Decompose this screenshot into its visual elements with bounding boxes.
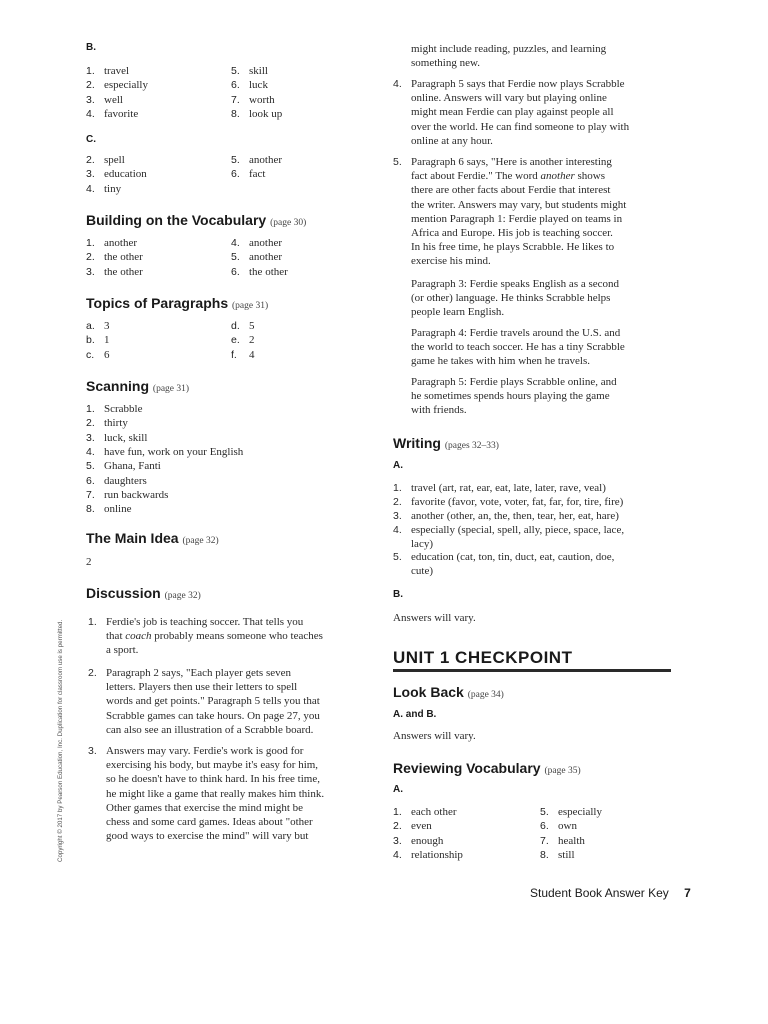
item-text: luck, skill (104, 431, 148, 444)
item-text: spell (104, 154, 125, 166)
text-line: Answers may vary. Ferdie's work is good for (106, 745, 304, 757)
item-number: 1. (88, 616, 97, 628)
answer-paragraph (88, 615, 373, 658)
answer-paragraph (393, 550, 675, 578)
item-number: 4. (86, 182, 95, 195)
item-text: another (104, 237, 137, 249)
item-number: 8. (540, 848, 549, 861)
text-line: something new. (411, 57, 480, 70)
item-number: 2. (86, 417, 95, 430)
item-number: 5. (86, 460, 95, 473)
text-line: people learn English. (411, 306, 505, 319)
text-line: Paragraph 5: Ferdie plays Scrabble online, and (411, 376, 617, 388)
answer-item (86, 93, 123, 107)
reviewing-title: Reviewing Vocabulary (393, 760, 541, 776)
text-line: favorite (favor, vote, voter, fat, far, for, tire, fire) (411, 496, 624, 508)
answer-item (86, 319, 110, 333)
answer-paragraph (393, 155, 675, 269)
item-text: 6 (104, 348, 110, 361)
answer-item (86, 445, 243, 459)
item-number: 4. (86, 445, 95, 458)
footer-label: Student Book Answer Key (530, 886, 669, 900)
item-text: 4 (249, 348, 255, 361)
answer-item (86, 474, 147, 488)
look-back-title: Look Back (393, 684, 464, 700)
text-line: Paragraph 5 says that Ferdie now plays Scrabble (411, 78, 625, 90)
item-number: 5. (231, 65, 240, 77)
item-number: a. (86, 320, 95, 332)
answer-item (231, 236, 282, 250)
look-back-page-ref: (page 34) (467, 690, 504, 700)
item-text: the other (104, 251, 143, 264)
item-number: e. (231, 334, 240, 347)
item-text: another (249, 237, 282, 249)
item-number: 6. (231, 265, 240, 278)
item-text: another (249, 251, 282, 264)
item-text: each other (411, 806, 457, 818)
item-text: favorite (104, 107, 139, 120)
item-number: 7. (540, 834, 549, 847)
text-line: Africa and Europe. His job is teaching soccer. (411, 227, 613, 240)
answer-paragraph (393, 42, 673, 70)
item-text: online (104, 503, 132, 516)
text-line: cute) (411, 565, 433, 578)
answer-item (540, 834, 585, 848)
item-text: Ghana, Fanti (104, 460, 161, 473)
text-line: (or other) language. He thinks Scrabble helps (411, 292, 611, 305)
text-line: the writer. Answers may vary, but students might (411, 198, 627, 211)
item-number: f. (231, 348, 237, 361)
item-text: fact (249, 168, 266, 181)
item-number: 1. (393, 806, 402, 818)
text-line: might include reading, puzzles, and learning (411, 43, 607, 55)
answer-item (86, 182, 121, 196)
item-text: especially (104, 79, 148, 92)
answer-item (86, 416, 128, 430)
item-number: 4. (86, 107, 95, 120)
look-back-heading (393, 684, 504, 700)
answer-item (86, 107, 138, 121)
item-number: 2. (393, 496, 402, 508)
answer-item (86, 78, 148, 92)
text-line: letters. Players then use their letters to spell (106, 681, 298, 694)
text-line: that coach probably means someone who teaches (106, 630, 323, 643)
item-number: c. (86, 348, 95, 361)
text-line: so he doesn't have to think hard. In his free time, (106, 773, 320, 786)
item-number: 1. (86, 237, 95, 249)
text-line: chess and some card games. Ideas about "other (106, 816, 313, 829)
answer-paragraph (88, 666, 373, 737)
section-c-label: C. (86, 134, 96, 145)
answer-item (393, 805, 457, 819)
item-text: the other (104, 265, 143, 278)
item-number: 3. (86, 431, 95, 444)
item-number: 5. (231, 154, 240, 166)
answer-item (231, 78, 268, 92)
item-number: 8. (86, 503, 95, 516)
answer-paragraph (393, 481, 675, 495)
text-line: with friends. (411, 404, 467, 417)
text-line: another (other, an, the, then, tear, her, eat, hare) (411, 510, 619, 522)
text-line: Paragraph 4: Ferdie travels around the U.S. and (411, 327, 621, 339)
item-number: 6. (231, 168, 240, 181)
text-line: online at any hour. (411, 134, 493, 147)
item-text: well (104, 93, 123, 106)
reviewing-heading (393, 760, 581, 776)
answer-item (393, 834, 443, 848)
answer-paragraph (411, 326, 676, 369)
discussion-title: Discussion (86, 585, 161, 601)
item-text: even (411, 820, 432, 833)
discussion-heading (86, 585, 201, 601)
text-line: Paragraph 3: Ferdie speaks English as a second (411, 278, 620, 290)
look-back-label: A. and B. (393, 709, 437, 720)
topics-page-ref: (page 31) (232, 301, 269, 311)
item-text: 2 (249, 334, 255, 347)
scanning-page-ref: (page 31) (152, 384, 190, 394)
item-text: another (249, 154, 282, 166)
item-number: 3. (393, 510, 402, 522)
item-text: education (104, 168, 147, 181)
item-number: 3. (86, 265, 95, 278)
text-line: mention Paragraph 1: Ferdie played on teams in (411, 212, 623, 225)
item-number: 1. (393, 482, 402, 494)
item-number: 5. (393, 156, 402, 168)
item-text: relationship (411, 848, 463, 861)
writing-heading (393, 435, 499, 451)
item-number: 2. (86, 251, 95, 264)
main-idea-title: The Main Idea (86, 530, 179, 546)
item-number: d. (231, 320, 240, 332)
answer-paragraph (88, 744, 373, 843)
item-number: 3. (86, 168, 95, 181)
item-number: 2. (88, 667, 97, 679)
item-text: run backwards (104, 488, 169, 501)
text-line: lacy) (411, 538, 433, 551)
answer-paragraph (393, 523, 675, 551)
answer-item (540, 848, 575, 862)
main-idea-answer: 2 (86, 556, 92, 568)
answer-item (231, 333, 255, 347)
item-text: look up (249, 107, 283, 120)
page-number: 7 (684, 886, 691, 900)
item-text: especially (558, 806, 602, 818)
item-number: 2. (393, 820, 402, 833)
item-text: tiny (104, 182, 122, 195)
item-text: luck (249, 79, 268, 92)
item-number: 4. (231, 237, 240, 249)
answer-item (540, 805, 602, 819)
copyright-notice: Copyright © 2017 by Pearson Education, Inc. Duplication for classroom use is permitted. (57, 619, 64, 862)
item-number: 1. (86, 65, 95, 77)
answer-item (540, 819, 577, 833)
item-number: 2. (86, 154, 95, 166)
item-text: own (558, 820, 577, 833)
text-line: Paragraph 6 says, "Here is another interesting (411, 156, 612, 168)
item-text: Scrabble (104, 403, 143, 415)
section-b-label: B. (86, 42, 96, 53)
item-text: worth (249, 93, 275, 106)
item-text: travel (104, 65, 130, 77)
text-line: he might like a game that really makes him think. (106, 787, 325, 800)
text-line: Scrabble games can take hours. On page 27, you (106, 709, 320, 722)
page-footer (530, 886, 691, 900)
answer-item (86, 265, 143, 279)
answer-item (86, 431, 147, 445)
answer-item (86, 153, 125, 167)
item-number: 1. (86, 403, 95, 415)
item-number: 7. (86, 488, 95, 501)
text-line: online. Answers will vary but playing online (411, 92, 607, 105)
answer-item (231, 250, 282, 264)
text-line: might mean Ferdie can play against people all (411, 106, 614, 119)
text-line: over the world. He can find someone to play with (411, 120, 630, 133)
answer-item (86, 236, 137, 250)
writing-b-label: B. (393, 589, 403, 600)
scanning-heading (86, 378, 189, 394)
main-idea-page-ref: (page 32) (182, 536, 219, 546)
item-number: 5. (540, 806, 549, 818)
answer-item (393, 819, 432, 833)
item-number: 3. (88, 745, 97, 757)
text-line: words and get points." Paragraph 5 tells you that (106, 695, 320, 708)
answer-item (86, 502, 132, 516)
text-line: education (cat, ton, tin, duct, eat, caution, doe, (411, 551, 615, 563)
writing-title: Writing (393, 435, 441, 451)
item-text: health (558, 834, 585, 847)
text-line: exercise his mind. (411, 255, 491, 268)
answer-item (393, 848, 463, 862)
item-number: 6. (86, 474, 95, 487)
answer-item (86, 488, 168, 502)
scanning-title: Scanning (86, 378, 150, 394)
text-line: Other games that exercise the mind might be (106, 801, 304, 814)
discussion-page-ref: (page 32) (164, 591, 201, 601)
answer-item (231, 319, 255, 333)
item-number: 5. (231, 251, 240, 264)
answer-item (86, 459, 161, 473)
item-number: 4. (393, 524, 402, 536)
text-line: good ways to exercise the mind" will vary but (106, 830, 309, 843)
item-number: 8. (231, 107, 240, 120)
answer-paragraph (411, 277, 676, 320)
unit-checkpoint-rule (393, 669, 671, 672)
text-line: fact about Ferdie." The word another shows (411, 170, 606, 183)
answer-item (86, 64, 129, 78)
writing-b-answer: Answers will vary. (393, 612, 476, 624)
item-number: 6. (540, 820, 549, 833)
reviewing-page-ref: (page 35) (544, 766, 581, 776)
text-line: travel (art, rat, ear, eat, late, later, rave, veal) (411, 482, 606, 494)
item-text: have fun, work on your English (104, 445, 244, 458)
topics-heading (86, 295, 268, 311)
item-text: daughters (104, 474, 147, 487)
text-line: exercising his body, but maybe it's easy for him, (106, 759, 319, 772)
item-text: 3 (104, 320, 110, 332)
building-page-ref: (page 30) (270, 218, 307, 228)
text-line: game he takes with him when he travels. (411, 355, 591, 368)
answer-item (231, 265, 288, 279)
item-number: 4. (393, 848, 402, 861)
answer-item (231, 167, 265, 181)
reviewing-a-label: A. (393, 784, 403, 795)
item-number: 5. (393, 551, 402, 563)
item-text: thirty (104, 417, 128, 430)
item-number: 2. (86, 79, 95, 92)
text-line: there are other facts about Ferdie that interest (411, 184, 611, 197)
text-line: especially (special, spell, ally, piece, space, lace, (411, 524, 625, 536)
unit-checkpoint-title: UNIT 1 CHECKPOINT (393, 648, 573, 667)
main-idea-heading (86, 530, 219, 546)
text-line: Ferdie's job is teaching soccer. That tells you (106, 616, 304, 628)
answer-paragraph (411, 375, 676, 418)
answer-item (86, 167, 147, 181)
answer-item (231, 64, 268, 78)
answer-item (86, 348, 110, 362)
item-number: 6. (231, 79, 240, 92)
answer-item (86, 402, 142, 416)
text-line: the world to teach soccer. He has a tiny Scrabble (411, 341, 625, 354)
answer-item (86, 333, 110, 347)
writing-page-ref: (pages 32–33) (444, 441, 499, 451)
item-text: still (558, 848, 575, 861)
answer-item (231, 93, 275, 107)
item-text: skill (249, 65, 268, 77)
item-number: 7. (231, 93, 240, 106)
item-number: 3. (393, 834, 402, 847)
topics-title: Topics of Paragraphs (86, 295, 229, 311)
text-line: a sport. (106, 644, 139, 657)
building-title: Building on the Vocabulary (86, 212, 267, 228)
item-number: 4. (393, 78, 402, 90)
look-back-answer: Answers will vary. (393, 730, 476, 742)
answer-paragraph (393, 77, 675, 148)
text-line: Paragraph 2 says, "Each player gets seven (106, 667, 292, 679)
answer-paragraph (393, 495, 675, 509)
answer-paragraph (393, 509, 675, 523)
item-number: 3. (86, 93, 95, 106)
writing-a-label: A. (393, 460, 403, 471)
text-line: can also see an illustration of a Scrabble board. (106, 723, 314, 736)
text-line: he sometimes spends hours playing the game (411, 390, 610, 403)
answer-item (231, 107, 282, 121)
item-text: the other (249, 265, 288, 278)
building-heading (86, 212, 306, 228)
answer-item (231, 348, 255, 362)
answer-item (231, 153, 282, 167)
item-text: 5 (249, 320, 255, 332)
item-text: enough (411, 834, 444, 847)
text-line: In his free time, he plays Scrabble. He likes to (411, 241, 615, 254)
item-text: 1 (104, 334, 110, 347)
answer-item (86, 250, 143, 264)
item-number: b. (86, 334, 95, 347)
